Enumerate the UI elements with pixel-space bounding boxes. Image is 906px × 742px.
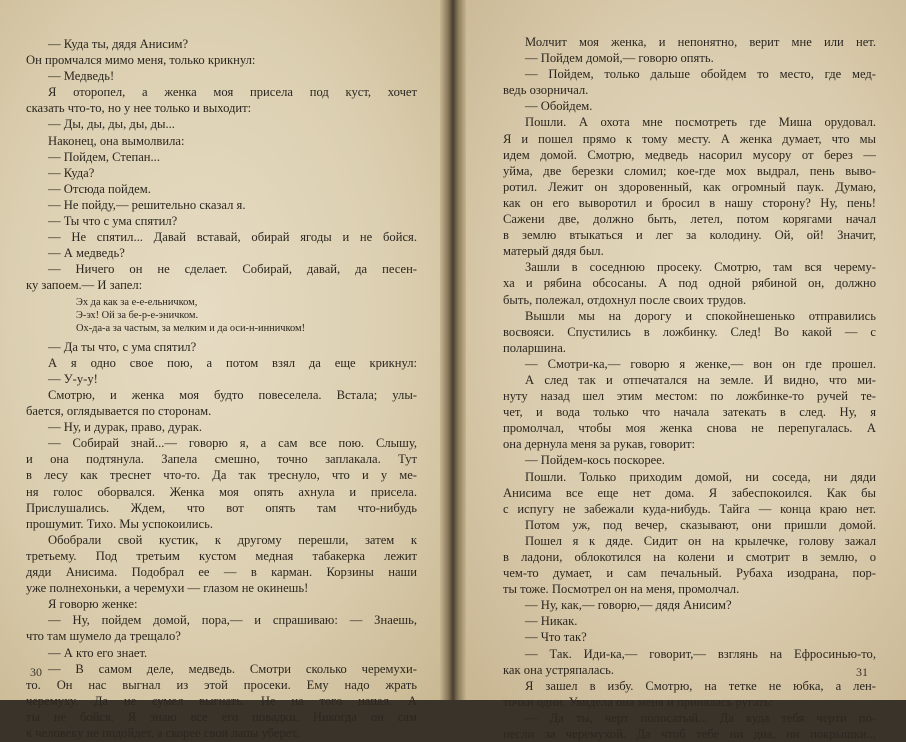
text-line: А я одно свое пою, а потом взял да еще крикнул: bbox=[48, 355, 417, 370]
text-line: — Куда ты, дядя Анисим? bbox=[48, 37, 189, 51]
text-line: к человеку не подойдет, а скорее свои лапы уберет. bbox=[26, 725, 300, 740]
page-number-right: 31 bbox=[856, 664, 868, 679]
text-line: Я зашел в избу. Смотрю, на тетке не юбка, а лен- bbox=[525, 678, 876, 693]
text-line: и она подтянула. Запела смешно, точно заплакала. Тут bbox=[26, 452, 417, 467]
text-line: — Пойдем, Степан... bbox=[48, 149, 160, 164]
text-line: Я говорю женке: bbox=[48, 597, 138, 612]
text-line: она дернула меня за рукав, говорит: bbox=[503, 437, 696, 452]
text-line: Зашли в соседнюю просеку. Смотрю, там вся черему- bbox=[525, 260, 876, 275]
text-line: — Отсюда пойдем. bbox=[48, 181, 151, 196]
text-line: — Пойдем, только дальше обойдем то место, где мед- bbox=[525, 67, 876, 82]
text-line: — Ну, пойдем домой, пора,— и спрашиваю: — Знаешь, bbox=[48, 613, 417, 628]
song-line: Э-эх! Ой за бе-р-е-эничком. bbox=[76, 309, 199, 321]
text-line: — Что так? bbox=[525, 630, 587, 645]
left-page-text bbox=[26, 36, 417, 294]
text-line: Молчит моя женка, и непонятно, верит мне или нет. bbox=[525, 35, 876, 49]
text-line: — Ну, как,— говорю,— дядя Анисим? bbox=[525, 598, 732, 613]
text-line: — Ды, ды, ды, ды, ды... bbox=[48, 117, 175, 132]
text-line: нуту назад шел этим местом: по ложбинке-то ручей те- bbox=[503, 389, 876, 404]
text-line: — А медведь? bbox=[48, 246, 125, 261]
text-line: быть, полежал, отдохнул после своих трудов. bbox=[503, 292, 747, 307]
text-line: дяди Анисима. Подобрал ее — в карман. Корзины наши bbox=[26, 565, 417, 580]
text-line: Вышли мы на дорогу и спокойнешенько отправились bbox=[525, 308, 876, 323]
text-line: Пошли. А охота мне посмотреть где Миша орудовал. bbox=[525, 115, 876, 130]
text-line: прошумит. Тихо. Мы успокоились. bbox=[26, 516, 214, 531]
text-line: как она устряпалась. bbox=[503, 662, 614, 677]
text-line: восвояси. Спустились в ложбинку. След! Во какой — с bbox=[503, 324, 876, 339]
text-line: идем домой. Смотрю, медведь насорил мусору от берез — bbox=[503, 147, 876, 162]
text-line: сказать что-то, но у нее только и выходит: bbox=[26, 101, 252, 116]
text-line: А след так и отпечатался на земле. И видно, что ми- bbox=[525, 372, 876, 387]
text-line: чет, и вода только что начала затекать в след. Ну, я bbox=[503, 405, 876, 420]
text-line: в лесу как треснет что-то. Да так треснуло, что и у ме- bbox=[26, 468, 417, 483]
text-line: что там шумело да трещало? bbox=[26, 629, 181, 644]
text-line: — Так. Иди-ка,— говорит,— взглянь на Ефросинью-то, bbox=[525, 646, 876, 661]
text-line: Обобрали свой кустик, к другому перешли, затем к bbox=[48, 532, 417, 547]
text-line: — Куда? bbox=[48, 165, 95, 180]
text-line: — Не спятил... Давай вставай, обирай ягоды и не бойся. bbox=[48, 230, 417, 245]
text-line: — Пойдем домой,— говорю опять. bbox=[525, 51, 714, 66]
text-line: — Медведь! bbox=[48, 69, 115, 84]
text-line: то. Он нас выгнал из этой просеки. Ему надо жрать bbox=[26, 677, 417, 692]
text-line: — Ничего он не сделает. Собирай, давай, да песен- bbox=[48, 262, 417, 277]
text-line: ха и рябина обсосаны. А под одной рябиной он, должно bbox=[503, 276, 876, 291]
text-line: Пошел я к дяде. Сидит он на крылечке, голову зажал bbox=[525, 533, 876, 548]
text-line: Смотрю, и женка моя будто повеселела. Встала; улы- bbox=[48, 388, 417, 402]
text-line: черемуху. Да не сумел выгнать. Не на того напал. А bbox=[26, 693, 417, 708]
text-line: — У-у-у! bbox=[48, 371, 98, 386]
text-line: — Собирай знай...— говорю я, а сам все пою. Слышу, bbox=[48, 436, 417, 451]
song-line: Ох-да-а за частым, за мелким и да оси-н-инничком! bbox=[76, 323, 306, 335]
text-line: ты тоже. Посмотрел он на меня, промолчал. bbox=[503, 582, 740, 597]
text-line: матерый дядя был. bbox=[503, 244, 604, 259]
text-line: Пошли. Только приходим домой, ни соседа, ни дяди bbox=[525, 469, 876, 484]
text-line: бается, оглядывается по сторонам. bbox=[26, 404, 212, 419]
text-line: Анисима все еще нет дома. Я забеспокоился. Как бы bbox=[503, 485, 876, 500]
right-page bbox=[459, 0, 906, 742]
text-line: ротил. Лежит он здоровенный, как огромный паук. Думаю, bbox=[503, 179, 876, 194]
text-line: — А кто его знает. bbox=[48, 645, 148, 660]
text-line: как он его выворотил и бросил в нашу сторону? Ну, пень! bbox=[503, 195, 876, 210]
text-line: третьему. Под третьим кустом медная табакерка лежит bbox=[26, 548, 417, 563]
text-line: — Никак. bbox=[525, 614, 578, 629]
text-line: несли за черемухой. Да чтоб тебе ни дна, ни покрышки... bbox=[503, 727, 876, 742]
text-line: уйма, две березки сломил; кое-где мох выдрал, пень выво- bbox=[503, 163, 876, 178]
text-line: Я и пошел прямо к тому месту. А женка думает, что мы bbox=[503, 131, 876, 146]
text-line: промолчал, чтобы моя женка снова не перепугалась. А bbox=[503, 421, 876, 436]
text-line: чем-то думает, и сам печальный. Рубаха изодрана, пор- bbox=[503, 566, 876, 581]
text-line: ведь озорничал. bbox=[503, 83, 589, 98]
text-line: с испугу не забежали куда-нибудь. Тайга — конца краю нет. bbox=[503, 501, 876, 516]
text-line: — Пойдем-кось поскорее. bbox=[525, 453, 665, 468]
text-line: — Да ты что, с ума спятил? bbox=[48, 339, 197, 354]
text-line: Сажени две, должно быть, летел, потом корягами начал bbox=[503, 212, 876, 227]
left-page-text-continued bbox=[26, 339, 417, 741]
left-page bbox=[0, 0, 447, 740]
text-line: точки одни. Увидела она меня и принялась ругать: bbox=[503, 694, 774, 709]
text-line: ку запоем.— И запел: bbox=[26, 278, 143, 293]
text-line: в землю втыкаться и лег за колодину. Ой, ой! Значит, bbox=[503, 228, 876, 243]
text-line: Наконец, она вымолвила: bbox=[48, 133, 185, 148]
page-number-left: 30 bbox=[30, 664, 42, 679]
text-line: Прислушались. Ждем, что вот опять там что-нибудь bbox=[26, 500, 417, 515]
text-line: Потом уж, под вечер, сказывают, они пришли домой. bbox=[525, 517, 876, 532]
text-line: — Обойдем. bbox=[525, 99, 593, 114]
text-line: — Ну, и дурак, право, дурак. bbox=[48, 420, 203, 435]
text-line: ня голос оборвался. Женка моя опять ахнула и присела. bbox=[26, 484, 417, 499]
song-line: Эх да как за е-е-ельничком, bbox=[76, 296, 198, 308]
text-line: в ладони, облокотился на колени и смотрит в землю, о bbox=[503, 550, 876, 564]
text-line: уже полнехоньки, а черемухи — глазом не окинешь! bbox=[26, 581, 309, 596]
text-line: поларшина. bbox=[503, 340, 566, 355]
text-line: ты не бойся. Я знаю все его повадки. Никогда он сам bbox=[26, 709, 417, 724]
text-line: — В самом деле, медведь. Смотри сколько черемухи- bbox=[48, 661, 417, 676]
text-line: — Не пойду,— решительно сказал я. bbox=[48, 197, 246, 212]
song-verse bbox=[26, 296, 417, 336]
text-line: — Ты что с ума спятил? bbox=[48, 214, 178, 229]
text-line: Я оторопел, а женка моя присела под куст, хочет bbox=[48, 85, 417, 100]
text-line: — Смотри-ка,— говорю я женке,— вон он где прошел. bbox=[525, 356, 876, 371]
text-line: — Да ты, черт полосатый... Да куда тебя черти по- bbox=[525, 710, 876, 725]
book-gutter bbox=[440, 0, 466, 700]
right-page-text bbox=[503, 34, 876, 742]
text-line: Он промчался мимо меня, только крикнул: bbox=[26, 53, 256, 68]
